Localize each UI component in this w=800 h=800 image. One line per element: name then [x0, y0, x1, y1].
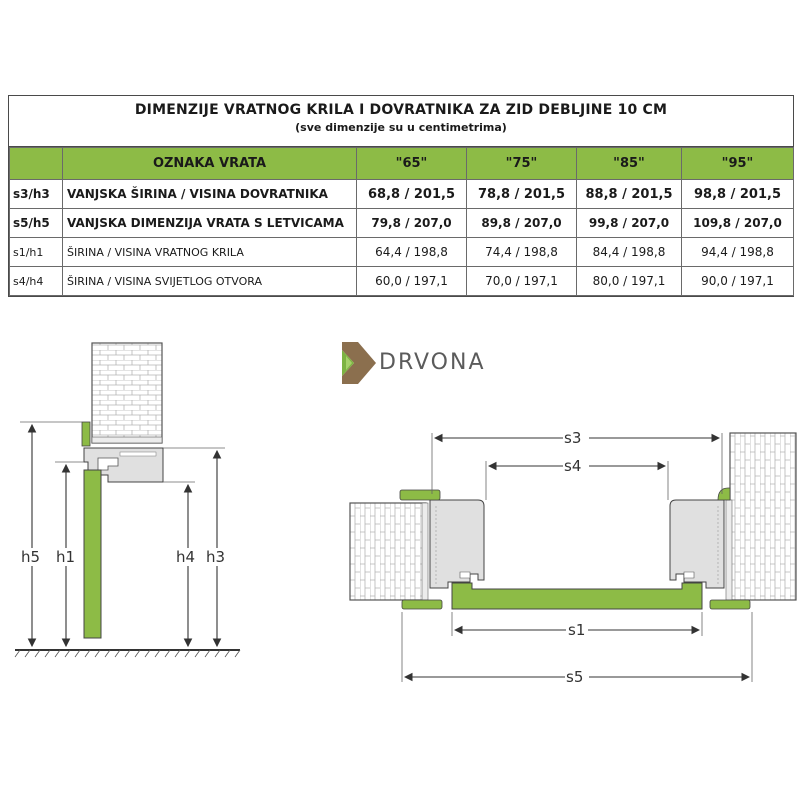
row-value: 70,0 / 197,1	[467, 267, 577, 296]
header-size-95: "95"	[682, 148, 794, 180]
label-s1: s1	[568, 621, 586, 639]
row-code: s1/h1	[10, 238, 63, 267]
row-code: s5/h5	[10, 209, 63, 238]
wall-right	[730, 433, 796, 600]
row-value: 74,4 / 198,8	[467, 238, 577, 267]
row-value: 64,4 / 198,8	[357, 238, 467, 267]
label-h5: h5	[21, 548, 41, 566]
architrave-right-bottom	[710, 600, 750, 609]
header-size-85: "85"	[577, 148, 682, 180]
row-value: 89,8 / 207,0	[467, 209, 577, 238]
label-h1: h1	[56, 548, 76, 566]
wall-section	[92, 343, 162, 443]
row-value: 88,8 / 201,5	[577, 180, 682, 209]
row-value: 99,8 / 207,0	[577, 209, 682, 238]
frame-right	[670, 500, 724, 588]
row-value: 90,0 / 197,1	[682, 267, 794, 296]
row-value: 109,8 / 207,0	[682, 209, 794, 238]
row-value: 94,4 / 198,8	[682, 238, 794, 267]
horizontal-section	[350, 428, 796, 686]
frame-left	[430, 500, 484, 588]
row-description: ŠIRINA / VISINA VRATNOG KRILA	[63, 238, 357, 267]
logo-text: DRVONA	[379, 350, 486, 375]
row-value: 80,0 / 197,1	[577, 267, 682, 296]
label-h4: h4	[176, 548, 196, 566]
label-s4: s4	[564, 457, 582, 475]
table-subtitle: (sve dimenzije su u centimetrima)	[295, 121, 507, 134]
header-size-65: "65"	[357, 148, 467, 180]
door-leaf-horizontal	[452, 583, 702, 609]
row-description: ŠIRINA / VISINA SVIJETLOG OTVORA	[63, 267, 357, 296]
label-h3: h3	[206, 548, 226, 566]
row-value: 98,8 / 201,5	[682, 180, 794, 209]
architrave-top	[82, 422, 90, 446]
row-description: VANJSKA ŠIRINA / VISINA DOVRATNIKA	[63, 180, 357, 209]
vertical-section	[15, 343, 240, 657]
row-value: 78,8 / 201,5	[467, 180, 577, 209]
row-description: VANJSKA DIMENZIJA VRATA S LETVICAMA	[63, 209, 357, 238]
row-code: s3/h3	[10, 180, 63, 209]
row-value: 68,8 / 201,5	[357, 180, 467, 209]
header-label: OZNAKA VRATA	[63, 148, 357, 180]
table-title: DIMENZIJE VRATNOG KRILA I DOVRATNIKA ZA ZID DEBLJINE 10 CM	[134, 102, 668, 118]
door-leaf-vertical	[84, 470, 101, 638]
architrave-left-top	[400, 490, 440, 500]
label-s5: s5	[566, 668, 584, 686]
row-value: 60,0 / 197,1	[357, 267, 467, 296]
row-value: 84,4 / 198,8	[577, 238, 682, 267]
wall-left	[350, 503, 426, 600]
row-code: s4/h4	[10, 267, 63, 296]
architrave-left-bottom	[402, 600, 442, 609]
header-size-75: "75"	[467, 148, 577, 180]
row-value: 79,8 / 207,0	[357, 209, 467, 238]
label-s3: s3	[564, 429, 582, 447]
architrave-right-top	[718, 488, 730, 500]
